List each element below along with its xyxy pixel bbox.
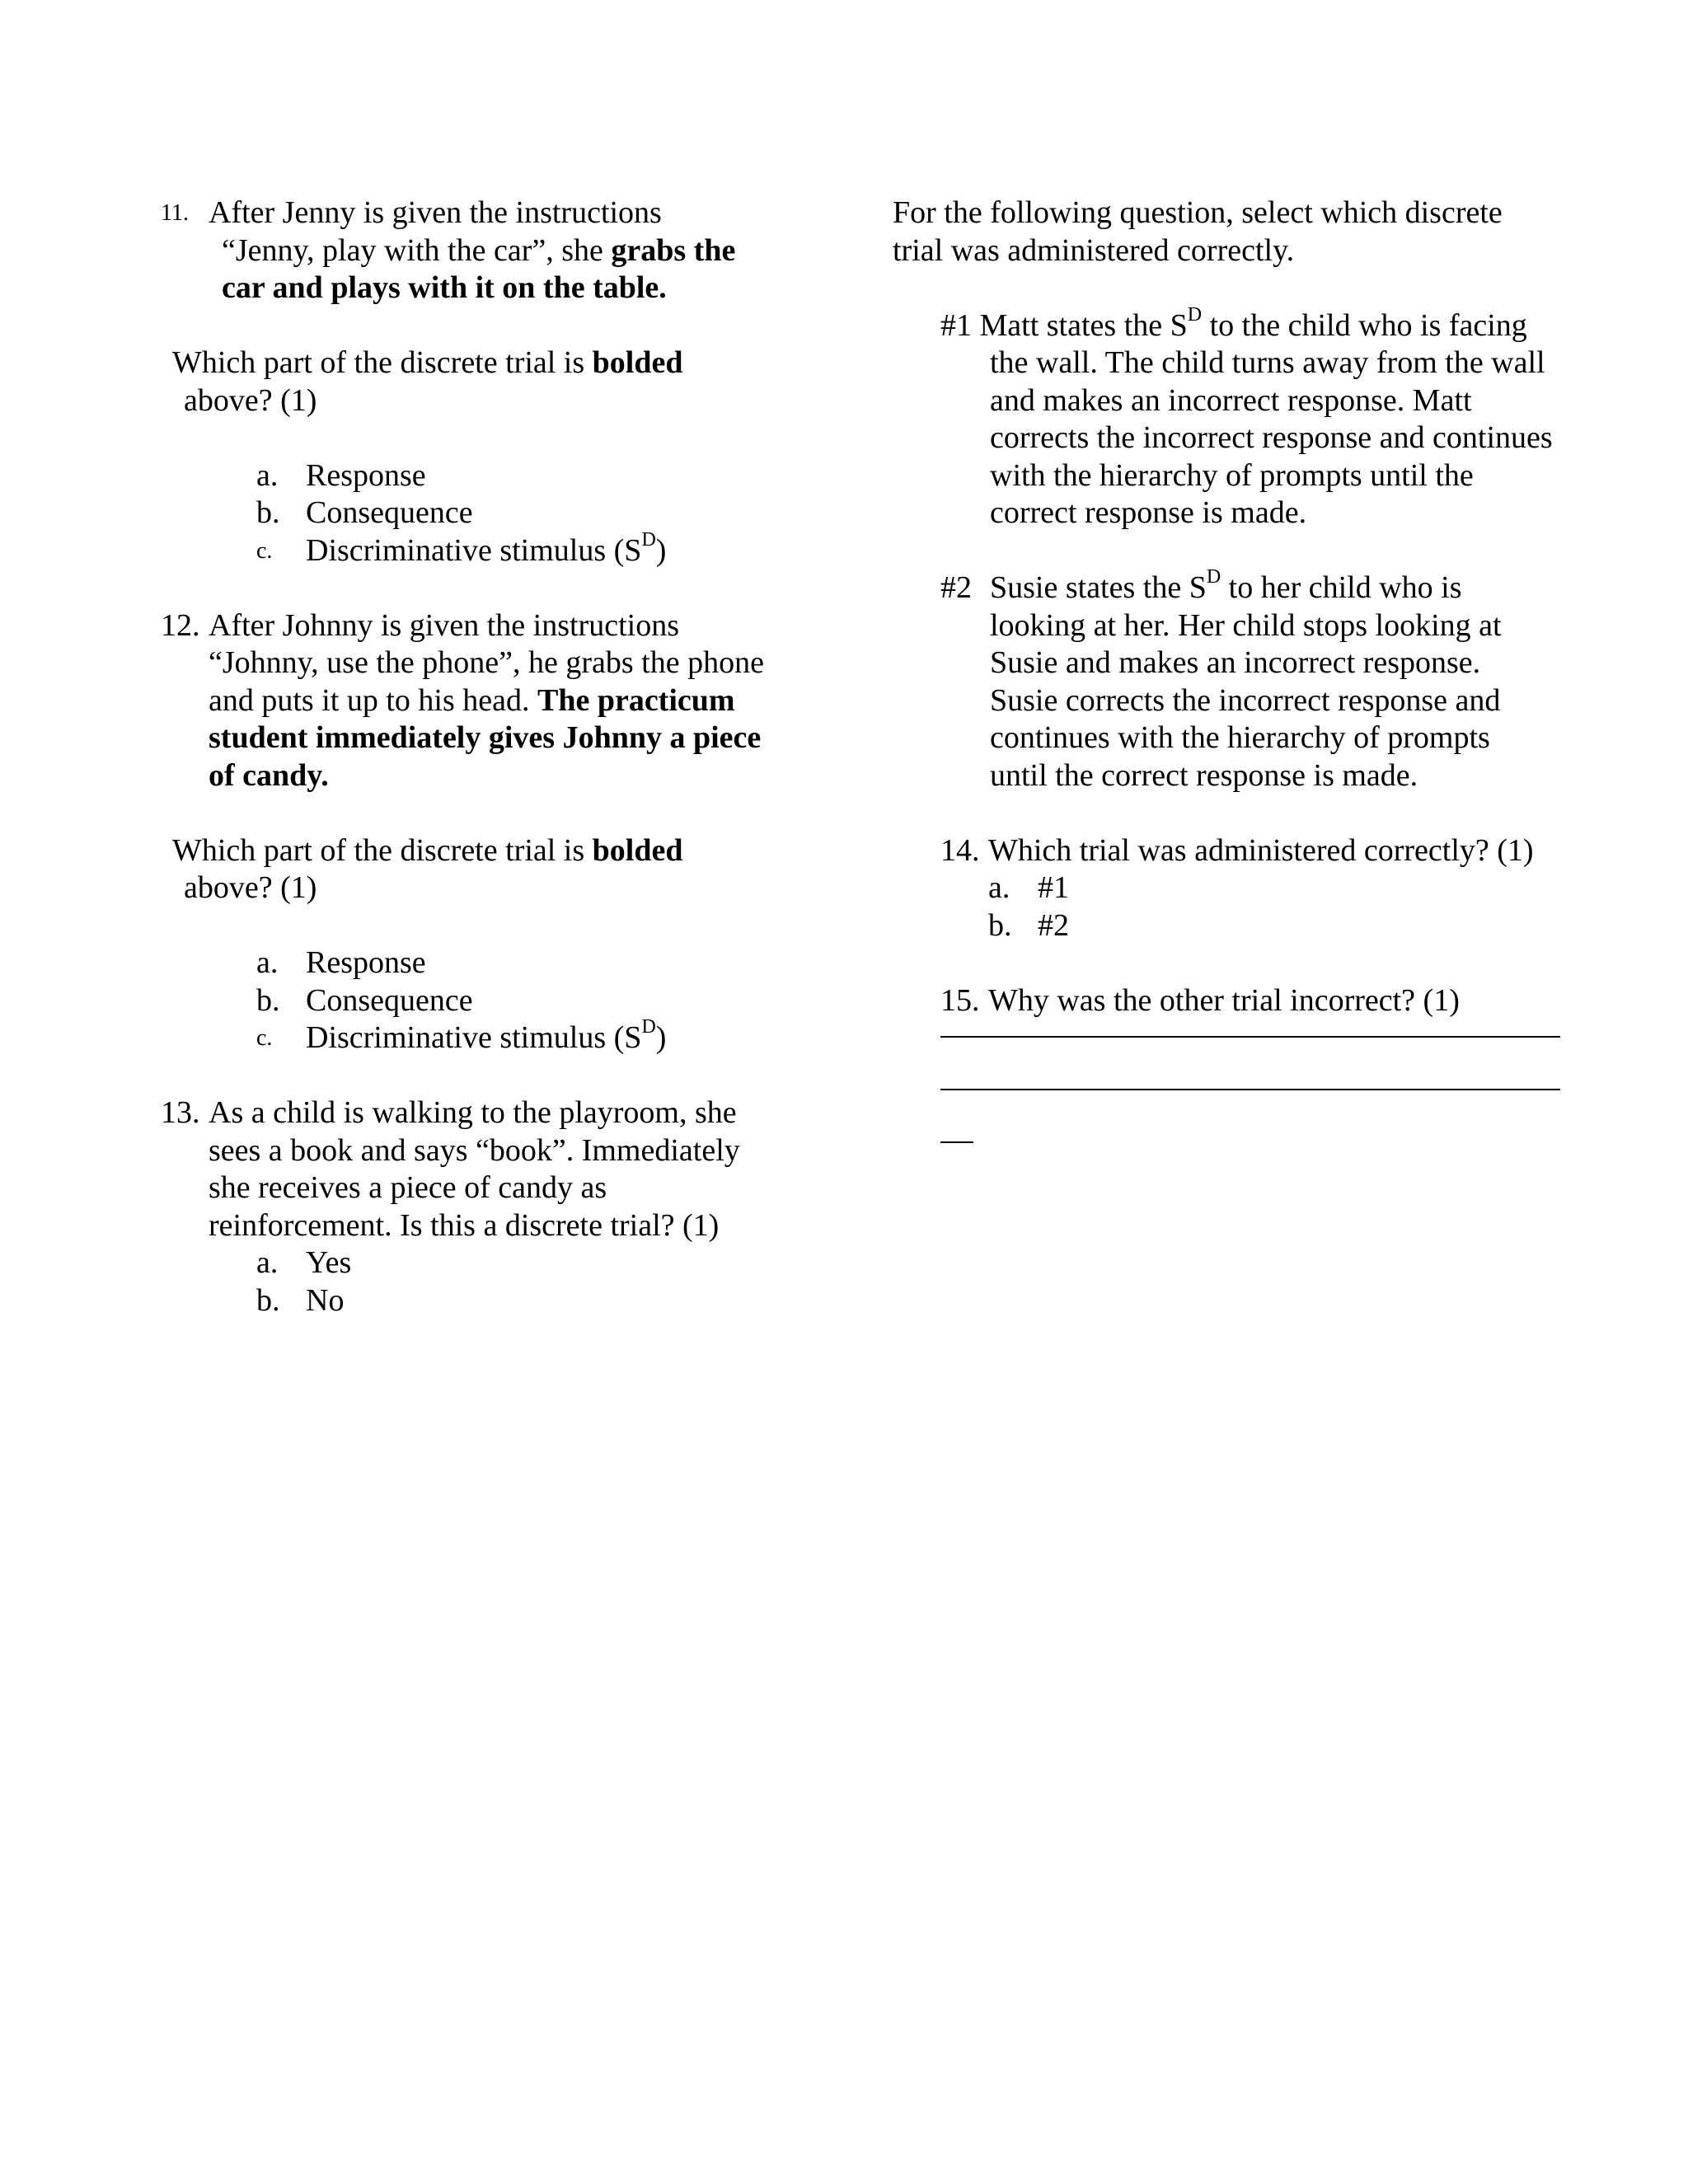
question-prompt: Which part of the discrete trial is bolded above? (1) [172,345,683,418]
answer-option[interactable]: a. Yes [256,1245,352,1280]
question-text: Why was the other trial incorrect? (1) [988,982,1460,1018]
question-number: 11. [161,200,189,226]
answer-options [161,1244,820,1319]
right-column [893,194,1610,1143]
question-11 [161,194,820,307]
question-14 [893,832,1610,945]
answer-line[interactable] [940,1019,1560,1038]
question-13 [161,1094,820,1244]
answer-option[interactable]: a. Response [256,945,426,980]
trial-2: #2 Susie states the $S^D$ to her child who is looking at her. Her child stops looking at Susie and makes an incorrect response. Susie corrects the incorrect response and continues with the hierarchy of prompts until the correct response is made. [940,566,1502,793]
answer-option[interactable]: a. Response [256,457,426,493]
left-column [161,194,820,1319]
instructions-intro: For the following question, select which discrete trial was administered correctly. [893,195,1503,268]
answer-option[interactable]: b. #2 [988,907,1069,943]
answer-options [161,457,820,570]
question-15 [893,982,1610,1144]
question-number: 12. [161,607,200,643]
question-prompt: Which part of the discrete trial is bolded above? (1) [172,832,683,905]
trial-label: #1 [940,307,972,343]
question-text: As a child is walking to the playroom, she sees a book and says “book”. Immediately she receives a piece of candy as reinforcement. Is this a discrete trial? (1) [209,1095,740,1243]
question-12 [161,607,820,795]
question-number: 14. [940,832,980,868]
trial-1: #1 Matt states the $S^D$ to the child who is facing the wall. The child turns away from the wall and makes an incorrect response. Matt corrects the incorrect response and continues with the hierarchy of prompts until the correct response is made. [940,303,1553,530]
answer-option[interactable]: b. Consequence [256,495,473,530]
question-number: 15. [940,982,980,1018]
answer-line[interactable] [940,1072,1560,1090]
answer-option[interactable]: c. Discriminative stimulus $(S^D)$ [256,528,667,568]
answer-option[interactable]: c. Discriminative stimulus $(S^D)$ [256,1016,667,1055]
question-text: Which trial was administered correctly? (1) [988,832,1534,868]
question-text: After Johnny is given the instructions “Johnny, use the phone”, he grabs the phone and puts it up to his head. The practicum student immediately gives Johnny a piece of candy. [209,607,764,793]
answer-option[interactable]: b. Consequence [256,982,473,1018]
question-text: After Jenny is given the instructions “Jenny, play with the car”, she grabs the car and plays with it on the table. [209,195,736,305]
answer-line[interactable] [940,1125,973,1143]
answer-option[interactable]: b. No [256,1282,345,1318]
answer-option[interactable]: a. #1 [988,870,1069,905]
question-number: 13. [161,1095,200,1130]
trial-label: #2 [940,570,972,605]
answer-options [940,869,1610,944]
answer-options [161,944,820,1057]
